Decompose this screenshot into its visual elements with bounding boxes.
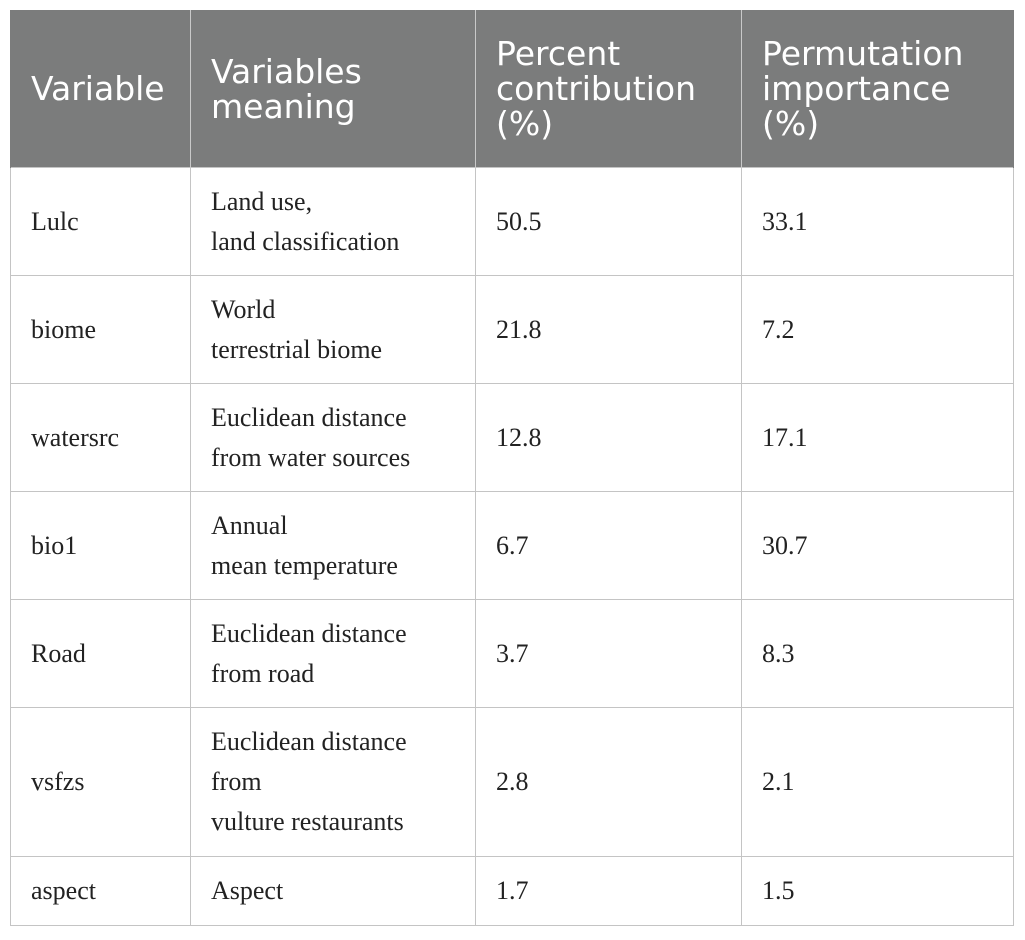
header-line: contribution [496,69,696,108]
table-body [11,168,1014,926]
cell-permutation-importance: 8.3 [742,600,1014,708]
table-header [11,10,1014,168]
cell-variable: watersrc [11,384,191,492]
header-line: importance [762,69,951,108]
cell-percent-contribution: 12.8 [476,384,742,492]
table-row [11,276,1014,384]
table-row [11,708,1014,857]
meaning-line: Euclidean distance [211,727,407,756]
cell-variable: bio1 [11,492,191,600]
header-line: Variable [31,69,165,108]
cell-variable: biome [11,276,191,384]
meaning-line: mean temperature [211,550,398,580]
meaning-line: Annual [211,510,288,540]
table-row [11,857,1014,926]
header-line: (%) [496,104,554,143]
meaning-line: vulture restaurants [211,807,404,836]
meaning-line: Euclidean distance [211,618,407,648]
cell-meaning [191,276,476,384]
cell-percent-contribution: 21.8 [476,276,742,384]
header-line: meaning [211,86,356,126]
cell-variable: Lulc [11,168,191,276]
meaning-line: Euclidean distance [211,402,407,432]
header-line: Variables [211,51,362,91]
cell-variable: vsfzs [11,708,191,857]
cell-meaning [191,857,476,926]
cell-percent-contribution: 3.7 [476,600,742,708]
cell-meaning [191,708,476,857]
variable-contribution-table-container [10,10,1013,926]
cell-percent-contribution: 1.7 [476,857,742,926]
meaning-line: terrestrial biome [211,334,383,364]
table-row [11,600,1014,708]
cell-meaning [191,492,476,600]
cell-variable: aspect [11,857,191,926]
cell-permutation-importance: 7.2 [742,276,1014,384]
cell-permutation-importance: 17.1 [742,384,1014,492]
cell-permutation-importance: 2.1 [742,708,1014,857]
meaning-line: World [211,294,276,324]
cell-percent-contribution: 2.8 [476,708,742,857]
cell-variable: Road [11,600,191,708]
header-permutation-importance [742,10,1014,168]
cell-percent-contribution: 50.5 [476,168,742,276]
header-row [11,10,1014,168]
cell-meaning [191,384,476,492]
cell-permutation-importance: 1.5 [742,857,1014,926]
meaning-line: land classification [211,226,400,256]
header-line: Permutation [762,34,964,73]
cell-meaning [191,168,476,276]
cell-permutation-importance: 30.7 [742,492,1014,600]
header-line: Percent [496,34,621,73]
variable-contribution-table [10,10,1014,926]
header-line: (%) [762,104,820,143]
header-variables-meaning [191,10,476,168]
table-row [11,384,1014,492]
meaning-line: from [211,767,262,796]
meaning-line: from water sources [211,442,411,472]
table-row [11,168,1014,276]
header-percent-contribution [476,10,742,168]
meaning-line: Aspect [211,876,284,905]
cell-percent-contribution: 6.7 [476,492,742,600]
cell-meaning [191,600,476,708]
header-variable [11,10,191,168]
cell-permutation-importance: 33.1 [742,168,1014,276]
table-row [11,492,1014,600]
meaning-line: Land use, [211,186,313,216]
meaning-line: from road [211,658,315,688]
